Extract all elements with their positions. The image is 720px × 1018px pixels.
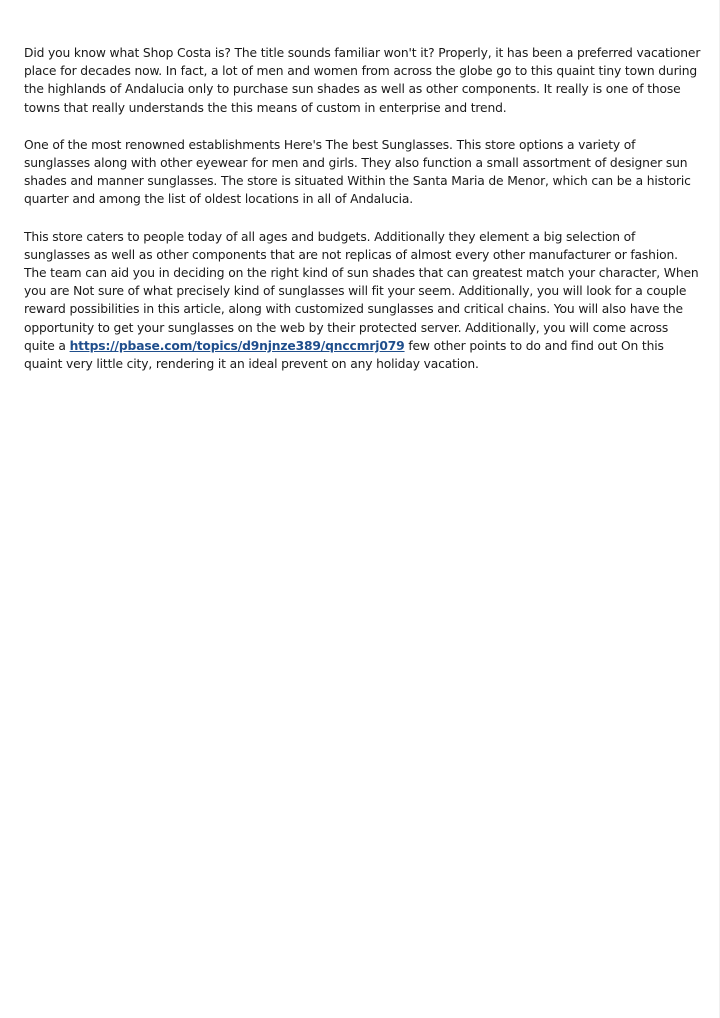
paragraph-1: Did you know what Shop Costa is? The title sounds familiar won't it? Properly, it has been a preferred vacationer place for decades now. In fact, a lot of men and women from across the globe go to this quaint tiny town during the highlands of Andalucia only to purchase sun shades as well as other components. It really is one of those towns that really understands the this means of custom in enterprise and trend. [24,46,701,115]
pbase-link[interactable]: https://pbase.com/topics/d9njnze389/qnccmrj079 [69,338,405,353]
paragraph-3-text-after-link: few other points to do and find out On this quaint very little city, rendering it an ideal prevent on any holiday vacation. [24,338,664,372]
paragraph-3 [24,228,702,374]
paragraph-2: One of the most renowned establishments Here's The best Sunglasses. This store options a variety of sunglasses along with other eyewear for men and girls. They also function a small assortment of designer sun shades and manner sunglasses. The store is situated Within the Santa Maria de Menor, which can be a historic quarter and among the list of oldest locations in all of Andalucia. [24,137,691,207]
document-body [24,44,702,392]
paragraph-3-text-before-link: This store caters to people today of all ages and budgets. Additionally they element a big selection of sunglasses as well as other components that are not replicas of almost every other manufacturer or fashion. The team can aid you in deciding on the right kind of sun shades that can greatest match your character, When you are Not sure of what precisely kind of sunglasses will fit your seem. Additionally, you will look for a couple reward possibilities in this article, along with customized sunglasses and critical chains. You will also have the opportunity to get your sunglasses on the web by their protected server. Additionally, you will come across quite a [24,229,699,353]
